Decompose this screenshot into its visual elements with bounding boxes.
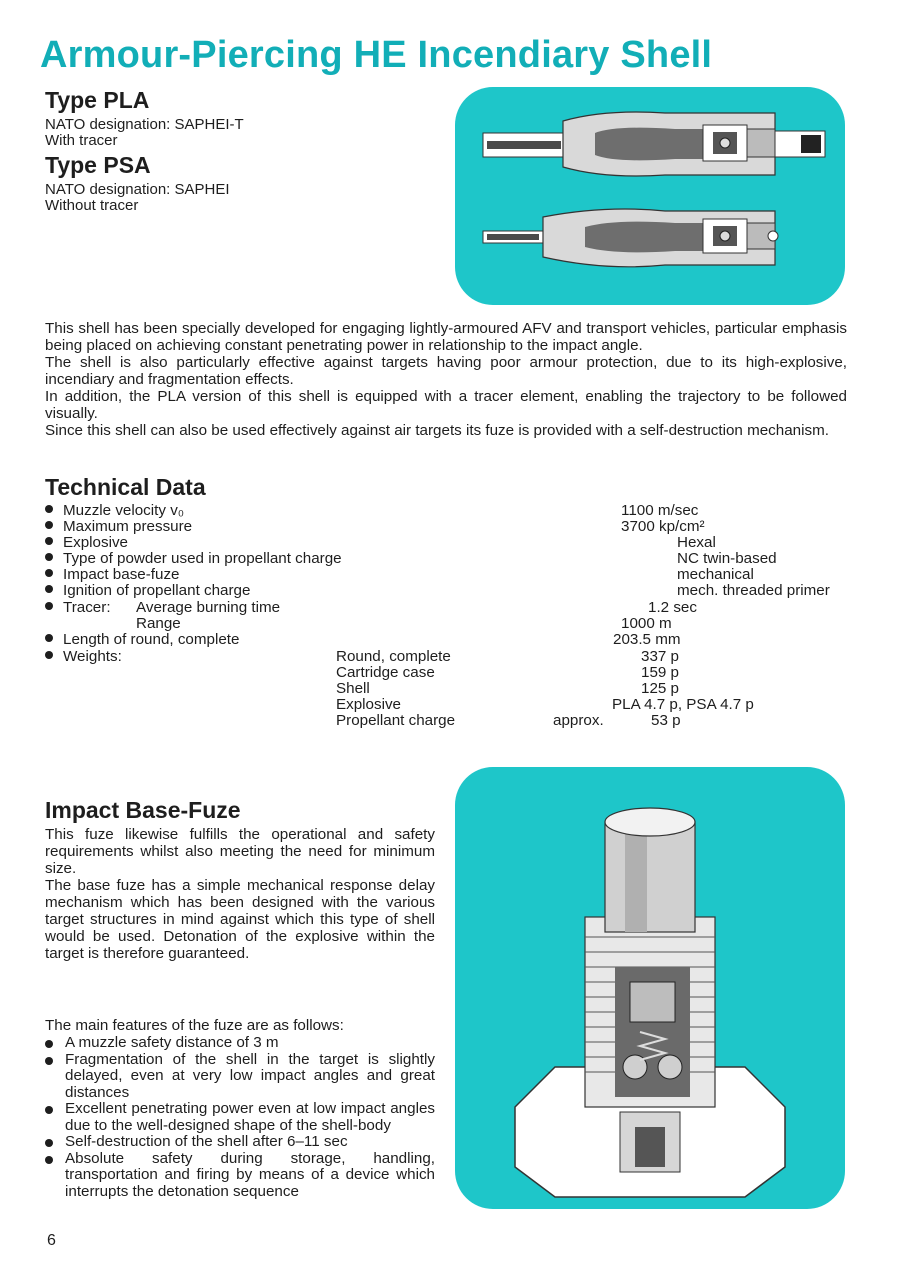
tech-row-sublabel: Range [136, 615, 181, 632]
type-psa-heading: Type PSA [45, 152, 151, 178]
shell-illustration-panel [455, 87, 845, 305]
shell-cutaway-illustration [455, 87, 845, 305]
page-number: 6 [47, 1232, 56, 1249]
tech-row-label: Maximum pressure [45, 519, 192, 535]
tech-value: 159 p [641, 664, 680, 681]
tech-value: 125 p [641, 680, 680, 697]
feature-item: Excellent penetrating power even at low impact angles due to the well-designed shape of the shell-body [45, 1101, 435, 1134]
psa-shell-drawing [483, 209, 778, 267]
tech-value: 203.5 mm [613, 631, 681, 648]
tech-value: 1.2 sec [648, 599, 697, 616]
intro-paragraph: This shell has been specially developed for engaging lightly-armoured AFV and transport vehicles, particular emphasis being placed on achieving constant penetrating power in relationship to the impact angle. [45, 320, 847, 354]
weight-sublabel: Propellant charge [336, 712, 456, 729]
intro-paragraph: The shell is also particularly effective against targets having poor armour protection, due to its high-explosive, incendiary and fragmentation effects. [45, 354, 847, 388]
tech-value: 337 p [641, 648, 680, 665]
pla-shell-drawing [483, 112, 825, 176]
tech-row-label: Length of round, complete [45, 632, 239, 648]
type-pla-heading: Type PLA [45, 87, 150, 113]
weight-sublabel: Cartridge case [336, 664, 435, 681]
type-pla-block [45, 87, 244, 149]
technical-data-heading: Technical Data [45, 474, 206, 500]
tech-row-sublabel: Average burning time [136, 599, 281, 616]
approx-prefix: approx. [553, 712, 604, 729]
type-pla-nato: NATO designation: SAPHEI-T [45, 116, 244, 133]
tech-value: 3700 kp/cm² [621, 518, 705, 535]
tech-value: NC twin-based [677, 550, 777, 567]
weight-sublabel: Round, complete [336, 648, 451, 665]
tech-value: Hexal [677, 534, 716, 551]
tech-row-label: Type of powder used in propellant charge [45, 551, 342, 567]
type-psa-note: Without tracer [45, 197, 139, 214]
tech-value: 1100 m/sec [621, 502, 699, 519]
type-psa-block [45, 152, 230, 214]
tech-value: 53 p [651, 712, 681, 729]
tech-value: mech. threaded primer [677, 582, 830, 599]
fuze-features [45, 1017, 435, 1200]
tech-value: PLA 4.7 p, PSA 4.7 p [612, 696, 754, 713]
fuze-paragraph: This fuze likewise fulfills the operational and safety requirements whilst also meeting the need for minimum size. [45, 826, 435, 877]
tech-row-label: Tracer: [45, 600, 111, 616]
tech-row-label: Ignition of propellant charge [45, 583, 250, 599]
tech-value: mechanical [677, 566, 754, 583]
tech-value: 1000 m [621, 615, 672, 632]
tech-row-label: Muzzle velocity v₀ [45, 503, 184, 519]
tech-row-label: Explosive [45, 535, 128, 551]
fuze-cutaway-illustration [455, 767, 845, 1209]
feature-item: Self-destruction of the shell after 6–11 sec [45, 1134, 435, 1151]
page-title: Armour-Piercing HE Incendiary Shell [40, 34, 713, 76]
intro-paragraph: Since this shell can also be used effectively against air targets its fuze is provided with a self-destruction mechanism. [45, 422, 829, 439]
fuze-description [45, 826, 435, 962]
intro-paragraph: In addition, the PLA version of this shell is equipped with a tracer element, enabling the trajectory to be followed visually. [45, 388, 847, 422]
type-pla-note: With tracer [45, 132, 118, 149]
weight-sublabel: Shell [336, 680, 370, 697]
feature-item: A muzzle safety distance of 3 m [45, 1035, 435, 1052]
fuze-illustration-panel [455, 767, 845, 1209]
features-list [45, 1035, 435, 1200]
weight-sublabel: Explosive [336, 696, 401, 713]
feature-item: Absolute safety during storage, handling, transportation and firing by means of a device which interrupts the detonation sequence [45, 1151, 435, 1201]
features-intro: The main features of the fuze are as follows: [45, 1017, 344, 1034]
feature-item: Fragmentation of the shell in the target is slightly delayed, even at very low impact angles and great distances [45, 1052, 435, 1102]
fuze-paragraph: The base fuze has a simple mechanical response delay mechanism which has been designed with the various target structures in mind against which this type of shell would be used. Detonation of the explosive within the target is therefore guaranteed. [45, 877, 435, 962]
type-psa-nato: NATO designation: SAPHEI [45, 181, 230, 198]
intro-text [45, 320, 847, 439]
tech-row-label: Impact base-fuze [45, 567, 180, 583]
fuze-heading: Impact Base-Fuze [45, 797, 241, 823]
tech-row-label: Weights: [45, 649, 122, 665]
